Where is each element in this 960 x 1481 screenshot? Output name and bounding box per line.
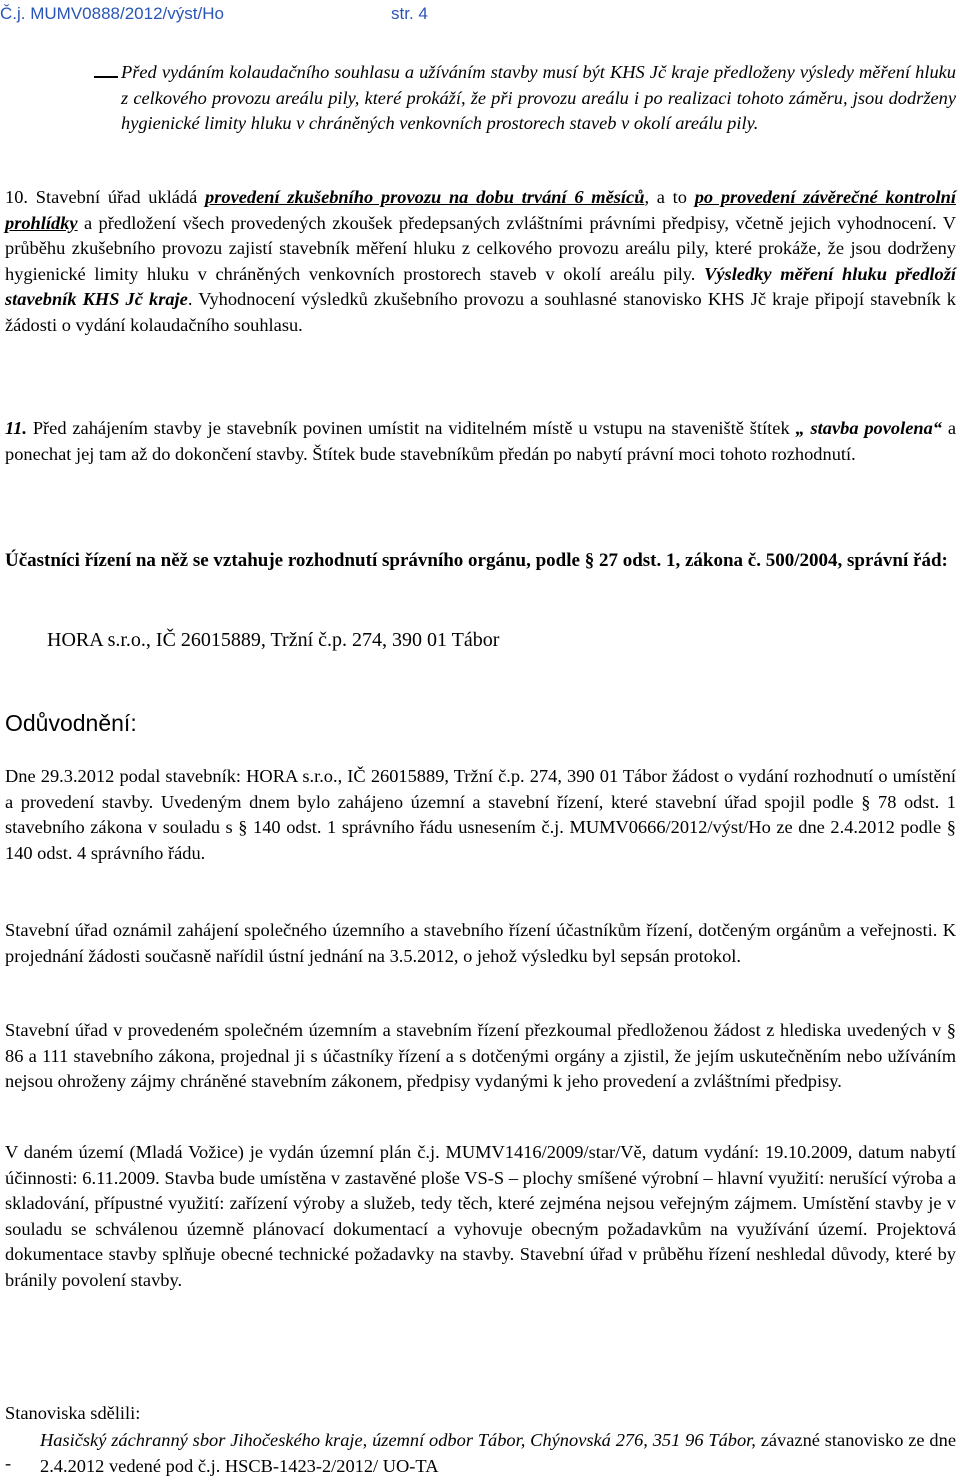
reasoning-paragraph-4: V daném území (Mladá Vožice) je vydán územní plán č.j. MUMV1416/2009/star/Vě, datum vydání: 19.10.2009, datum nabytí účinnosti: 6.11.2009. Stavba bude umístěna v zastavěné ploše VS-S – plochy smíšené výrobní – hlavní využití: nerušící výroba a skladování, přípustné využití: zařízení výroby a služeb, tedy těch, které zejména nejsou veřejným zájmem. Umístění stavby je v souladu se schválenou územně plánovací dokumentací a vyhovuje obecným požadavkům na využívání území. Projektová dokumentace stavby splňuje obecné technické požadavky na stavby. Stavební úřad v průběhu řízení neshledal důvody, které by bránily povolení stavby. xyxy=(5,1142,956,1290)
page-header xyxy=(0,0,960,26)
opinions-heading: Stanoviska sdělili: xyxy=(5,1403,141,1423)
bullet-dash xyxy=(94,76,118,78)
opinions-list-dash: - xyxy=(5,1453,12,1473)
final-inspection-requirement: po provedení závěrečné kontrolní prohlídky xyxy=(5,187,956,233)
building-permit-label: „ stavba povolena“ xyxy=(795,418,942,438)
participants-heading: Účastníci řízení na něž se vztahuje rozhodnutí správního orgánu, podle § 27 odst. 1, zákona č. 500/2004, správní řád: xyxy=(5,550,948,571)
condition-10-number: 10. xyxy=(5,187,28,207)
condition-10: 10. Stavební úřad ukládá provedení zkušebního provozu na dobu trvání 6 měsíců, a to po provedení závěrečné kontrolní prohlídky a předložení všech provedených zkoušek předepsaných zvláštními právními předpisy, včetně jejich vyhodnocení. V průběhu zkušebního provozu zajistí stavebník měření hluku z celkového provozu areálu pily, které prokáže, že jsou dodrženy hygienické limity hluku v chráněných venkovních prostorech staveb v okolí areálu pily. Výsledky měření hluku předloží stavebník KHS Jč kraje. Vyhodnocení výsledků zkušebního provozu a souhlasné stanovisko KHS Jč kraje připojí stavebník k žádosti o vydání kolaudačního souhlasu. xyxy=(5,187,957,335)
opinion-authority: Hasičský záchranný sbor Jihočeského kraje, územní odbor Tábor, Chýnovská 276, 351 96 Tábor, xyxy=(40,1430,756,1450)
trial-operation-requirement: provedení zkušebního provozu na dobu trvání 6 měsíců xyxy=(205,187,645,207)
condition-11: 11. Před zahájením stavby je stavebník povinen umístit na viditelném místě u vstupu na staveniště štítek „ stavba povolena“ a ponechat jej tam až do dokončení stavby. Štítek bude stavebníkům předán po nabytí právní moci tohoto rozhodnutí. xyxy=(5,418,957,464)
reasoning-heading: Odůvodnění: xyxy=(5,710,137,736)
opinion-item-1: Hasičský záchranný sbor Jihočeského kraje, územní odbor Tábor, Chýnovská 276, 351 96 Tábor, závazné stanovisko ze dne 2.4.2012 vedené pod č.j. HSCB-1423-2/2012/ UO-TA xyxy=(40,1430,956,1476)
intro-condition: Před vydáním kolaudačního souhlasu a užíváním stavby musí být KHS Jč kraje předloženy výsledy měření hluku z celkového provozu areálu pily, které prokáží, že při provozu areálu i po realizaci tohoto záměru, jsou dodrženy hygienické limity hluku v chráněných venkovních prostorech staveb v okolí areálu pily. xyxy=(121,62,956,134)
participant-name: HORA s.r.o., IČ 26015889, Tržní č.p. 274, 390 01 Tábor xyxy=(47,629,500,651)
reasoning-paragraph-2: Stavební úřad oznámil zahájení společného územního a stavebního řízení účastníkům řízení, dotčeným orgánům a veřejnosti. K projednání žádosti současně nařídil ústní jednání na 3.5.2012, o jehož výsledku byl sepsán protokol. xyxy=(5,920,956,966)
reasoning-paragraph-1: Dne 29.3.2012 podal stavebník: HORA s.r.o., IČ 26015889, Tržní č.p. 274, 390 01 Tábor žádost o vydání rozhodnutí o umístění a provedení stavby. Uvedeným dnem bylo zahájeno územní a stavební řízení, které stavební úřad spojil podle § 78 odst. 1 stavebního zákona v souladu s § 140 odst. 1 správního řádu usnesením č.j. MUMV0666/2012/výst/Ho ze dne 2.4.2012 podle § 140 odst. 4 správního řádu. xyxy=(5,766,956,863)
document-reference: Č.j. MUMV0888/2012/výst/Ho xyxy=(0,4,224,23)
reasoning-paragraph-3: Stavební úřad v provedeném společném územním a stavebním řízení přezkoumal předloženou žádost z hlediska uvedených v § 86 a 111 stavebního zákona, projednal ji s účastníky řízení a s dotčenými orgány a zjistil, že jejím uskutečněním nebo užíváním nejsou ohroženy zájmy chráněné stavebním zákonem, předpisy vydanými k jeho provedení a zvláštními předpisy. xyxy=(5,1020,956,1092)
page-number: str. 4 xyxy=(391,4,428,23)
noise-results-requirement: Výsledky měření hluku předloží stavebník KHS Jč kraje xyxy=(5,263,956,310)
condition-11-number: 11. xyxy=(5,418,27,438)
